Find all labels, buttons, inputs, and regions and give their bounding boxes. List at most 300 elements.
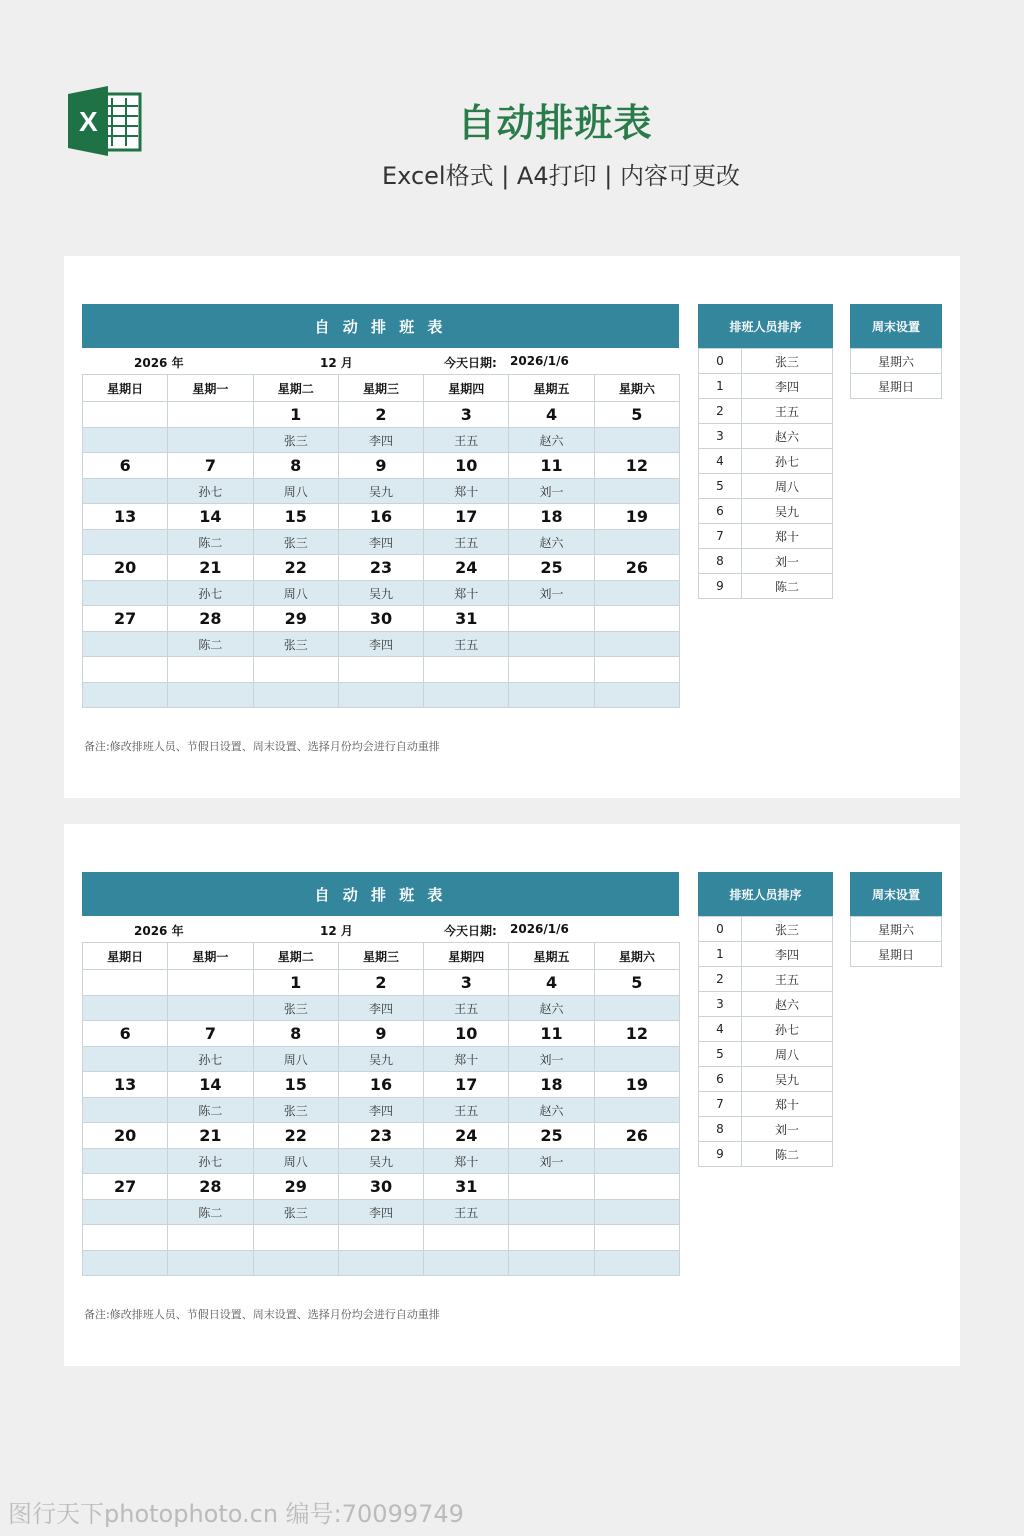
shift-name-cell[interactable]: 张三 [253, 1098, 338, 1123]
shift-name-cell[interactable] [168, 428, 253, 453]
day-number-cell[interactable]: 2 [338, 970, 423, 996]
shift-name-cell[interactable]: 李四 [338, 632, 423, 657]
day-number-cell[interactable]: 21 [168, 1123, 253, 1149]
shift-name-cell[interactable] [509, 683, 594, 708]
staff-index: 9 [699, 1142, 742, 1167]
shift-name-cell[interactable]: 王五 [424, 1200, 509, 1225]
staff-row [699, 399, 833, 424]
day-number-cell[interactable]: 28 [168, 1174, 253, 1200]
day-number-cell[interactable]: 16 [338, 504, 423, 530]
staff-index: 7 [699, 524, 742, 549]
weekend-row [851, 374, 942, 399]
day-number-cell[interactable]: 31 [424, 606, 509, 632]
shift-name-row [83, 428, 680, 453]
day-number-cell[interactable]: 24 [424, 1123, 509, 1149]
staff-index: 4 [699, 449, 742, 474]
shift-name-cell[interactable] [594, 428, 679, 453]
staff-index: 1 [699, 942, 742, 967]
day-number-cell[interactable]: 7 [168, 1021, 253, 1047]
day-number-row [83, 657, 680, 683]
staff-row [699, 1042, 833, 1067]
shift-name-cell[interactable] [83, 1098, 168, 1123]
staff-order-header: 排班人员排序 [698, 872, 833, 916]
day-number-cell[interactable] [83, 970, 168, 996]
day-number-cell[interactable] [509, 606, 594, 632]
day-number-cell[interactable]: 12 [594, 1021, 679, 1047]
day-number-row [83, 970, 680, 996]
day-number-cell[interactable]: 8 [253, 453, 338, 479]
staff-list [698, 348, 833, 599]
shift-name-cell[interactable]: 赵六 [509, 428, 594, 453]
day-number-cell[interactable]: 25 [509, 555, 594, 581]
shift-name-cell[interactable] [509, 632, 594, 657]
weekend-row [851, 349, 942, 374]
weekend-list [850, 348, 942, 399]
weekend-list [850, 916, 942, 967]
shift-name-cell[interactable] [83, 1200, 168, 1225]
day-number-cell[interactable]: 26 [594, 1123, 679, 1149]
day-number-cell[interactable]: 10 [424, 1021, 509, 1047]
staff-name[interactable]: 刘一 [742, 549, 833, 574]
staff-index: 0 [699, 917, 742, 942]
weekday-header: 星期日 [83, 943, 168, 970]
month-value[interactable]: 12 月 [320, 924, 353, 938]
staff-name[interactable]: 赵六 [742, 424, 833, 449]
staff-row [699, 1017, 833, 1042]
day-number-cell[interactable]: 1 [253, 402, 338, 428]
shift-name-row [83, 1200, 680, 1225]
day-number-cell[interactable]: 3 [424, 402, 509, 428]
staff-index: 2 [699, 399, 742, 424]
day-number-cell[interactable]: 6 [83, 1021, 168, 1047]
shift-name-cell[interactable] [83, 1047, 168, 1072]
shift-name-row [83, 1098, 680, 1123]
shift-name-cell[interactable]: 赵六 [509, 530, 594, 555]
shift-name-cell[interactable]: 李四 [338, 996, 423, 1021]
staff-name[interactable]: 李四 [742, 374, 833, 399]
weekend-day[interactable]: 星期六 [851, 917, 942, 942]
day-number-cell[interactable] [424, 1225, 509, 1251]
staff-row [699, 449, 833, 474]
day-number-cell[interactable]: 11 [509, 453, 594, 479]
shift-name-cell[interactable] [509, 1200, 594, 1225]
shift-name-cell[interactable] [594, 581, 679, 606]
weekday-header: 星期日 [83, 375, 168, 402]
shift-name-cell[interactable]: 孙七 [168, 1047, 253, 1072]
day-number-cell[interactable] [83, 402, 168, 428]
day-number-cell[interactable]: 27 [83, 1174, 168, 1200]
day-number-cell[interactable]: 15 [253, 1072, 338, 1098]
shift-name-cell[interactable]: 周八 [253, 479, 338, 504]
shift-name-cell[interactable]: 王五 [424, 1098, 509, 1123]
shift-name-cell[interactable]: 周八 [253, 581, 338, 606]
weekend-row [851, 917, 942, 942]
staff-name[interactable]: 陈二 [742, 574, 833, 599]
day-number-cell[interactable]: 18 [509, 1072, 594, 1098]
staff-row [699, 349, 833, 374]
weekend-settings-table [850, 304, 942, 399]
day-number-cell[interactable]: 31 [424, 1174, 509, 1200]
day-number-cell[interactable]: 22 [253, 555, 338, 581]
shift-name-cell[interactable] [253, 683, 338, 708]
day-number-cell[interactable]: 20 [83, 1123, 168, 1149]
shift-name-cell[interactable] [253, 1251, 338, 1276]
day-number-cell[interactable]: 13 [83, 1072, 168, 1098]
shift-name-cell[interactable]: 张三 [253, 632, 338, 657]
shift-name-cell[interactable]: 孙七 [168, 1149, 253, 1174]
calendar-grid [82, 942, 680, 1276]
shift-name-cell[interactable]: 周八 [253, 1047, 338, 1072]
day-number-cell[interactable] [83, 657, 168, 683]
staff-order-table [698, 304, 833, 599]
shift-name-cell[interactable] [83, 683, 168, 708]
day-number-cell[interactable]: 23 [338, 1123, 423, 1149]
shift-name-cell[interactable] [83, 632, 168, 657]
day-number-cell[interactable] [594, 1174, 679, 1200]
shift-name-cell[interactable] [83, 479, 168, 504]
shift-name-cell[interactable] [83, 428, 168, 453]
day-number-cell[interactable]: 23 [338, 555, 423, 581]
shift-name-cell[interactable] [594, 1200, 679, 1225]
day-number-cell[interactable]: 2 [338, 402, 423, 428]
staff-index: 5 [699, 1042, 742, 1067]
shift-name-cell[interactable]: 郑十 [424, 581, 509, 606]
day-number-cell[interactable] [594, 1225, 679, 1251]
day-number-cell[interactable]: 9 [338, 453, 423, 479]
weekday-header: 星期三 [338, 375, 423, 402]
staff-index: 8 [699, 1117, 742, 1142]
staff-row [699, 524, 833, 549]
shift-name-cell[interactable] [168, 1251, 253, 1276]
day-number-cell[interactable]: 27 [83, 606, 168, 632]
shift-name-cell[interactable]: 孙七 [168, 479, 253, 504]
day-number-cell[interactable]: 6 [83, 453, 168, 479]
day-number-row [83, 1072, 680, 1098]
shift-name-cell[interactable]: 陈二 [168, 632, 253, 657]
day-number-cell[interactable]: 10 [424, 453, 509, 479]
calendar-title: 自 动 排 班 表 [82, 872, 679, 916]
shift-name-cell[interactable]: 吴九 [338, 1047, 423, 1072]
day-number-cell[interactable]: 4 [509, 402, 594, 428]
staff-index: 4 [699, 1017, 742, 1042]
shift-name-cell[interactable]: 王五 [424, 632, 509, 657]
day-number-cell[interactable]: 12 [594, 453, 679, 479]
day-number-cell[interactable] [509, 657, 594, 683]
day-number-cell[interactable] [168, 657, 253, 683]
weekend-settings-header: 周末设置 [850, 872, 942, 916]
shift-name-cell[interactable]: 陈二 [168, 1098, 253, 1123]
day-number-cell[interactable] [253, 1225, 338, 1251]
watermark: 图行天下photophoto.cn 编号:70099749 [8, 1500, 464, 1528]
staff-row [699, 1092, 833, 1117]
staff-name[interactable]: 周八 [742, 1042, 833, 1067]
staff-row [699, 499, 833, 524]
staff-row [699, 1142, 833, 1167]
staff-index: 2 [699, 967, 742, 992]
day-number-cell[interactable] [424, 657, 509, 683]
day-number-cell[interactable]: 28 [168, 606, 253, 632]
weekday-header: 星期四 [424, 375, 509, 402]
staff-order-table [698, 872, 833, 1167]
day-number-row [83, 1174, 680, 1200]
staff-name[interactable]: 吴九 [742, 499, 833, 524]
note-text: 备注:修改排班人员、节假日设置、周末设置、选择月份均会进行自动重排 [84, 740, 440, 753]
shift-name-cell[interactable]: 刘一 [509, 479, 594, 504]
day-number-cell[interactable]: 13 [83, 504, 168, 530]
staff-name[interactable]: 陈二 [742, 1142, 833, 1167]
weekday-header: 星期五 [509, 943, 594, 970]
staff-index: 3 [699, 424, 742, 449]
staff-name[interactable]: 吴九 [742, 1067, 833, 1092]
shift-name-cell[interactable]: 吴九 [338, 581, 423, 606]
year-value[interactable]: 2026 年 [134, 924, 184, 938]
shift-name-cell[interactable] [594, 996, 679, 1021]
shift-name-cell[interactable]: 张三 [253, 428, 338, 453]
shift-name-cell[interactable] [594, 1098, 679, 1123]
day-number-cell[interactable]: 5 [594, 970, 679, 996]
staff-name[interactable]: 张三 [742, 917, 833, 942]
staff-list [698, 916, 833, 1167]
shift-name-cell[interactable] [83, 996, 168, 1021]
day-number-row [83, 1225, 680, 1251]
staff-name[interactable]: 王五 [742, 967, 833, 992]
day-number-cell[interactable]: 29 [253, 606, 338, 632]
schedule-panel [64, 256, 960, 798]
calendar-title: 自 动 排 班 表 [82, 304, 679, 348]
weekday-header: 星期六 [594, 943, 679, 970]
day-number-row [83, 1123, 680, 1149]
shift-name-cell[interactable]: 张三 [253, 530, 338, 555]
day-number-cell[interactable] [338, 1225, 423, 1251]
day-number-cell[interactable]: 16 [338, 1072, 423, 1098]
shift-name-cell[interactable] [83, 530, 168, 555]
day-number-row [83, 453, 680, 479]
day-number-cell[interactable]: 17 [424, 504, 509, 530]
shift-name-cell[interactable]: 王五 [424, 428, 509, 453]
staff-name[interactable]: 张三 [742, 349, 833, 374]
day-number-cell[interactable] [594, 606, 679, 632]
staff-name[interactable]: 郑十 [742, 524, 833, 549]
day-number-cell[interactable]: 1 [253, 970, 338, 996]
shift-name-cell[interactable]: 刘一 [509, 1047, 594, 1072]
note-text: 备注:修改排班人员、节假日设置、周末设置、选择月份均会进行自动重排 [84, 1308, 440, 1321]
staff-index: 9 [699, 574, 742, 599]
day-number-row [83, 1021, 680, 1047]
staff-row [699, 474, 833, 499]
shift-name-cell[interactable] [424, 1251, 509, 1276]
shift-name-row [83, 1251, 680, 1276]
weekday-header: 星期一 [168, 943, 253, 970]
shift-name-cell[interactable]: 陈二 [168, 530, 253, 555]
staff-name[interactable]: 刘一 [742, 1117, 833, 1142]
day-number-cell[interactable]: 9 [338, 1021, 423, 1047]
shift-name-row [83, 581, 680, 606]
day-number-row [83, 555, 680, 581]
shift-name-cell[interactable]: 郑十 [424, 1149, 509, 1174]
weekday-header: 星期二 [253, 943, 338, 970]
staff-row [699, 942, 833, 967]
day-number-cell[interactable] [338, 657, 423, 683]
day-number-cell[interactable]: 29 [253, 1174, 338, 1200]
staff-index: 5 [699, 474, 742, 499]
shift-name-cell[interactable] [338, 1251, 423, 1276]
shift-name-cell[interactable]: 张三 [253, 1200, 338, 1225]
weekend-row [851, 942, 942, 967]
staff-name[interactable]: 孙七 [742, 1017, 833, 1042]
shift-name-row [83, 632, 680, 657]
staff-name[interactable]: 周八 [742, 474, 833, 499]
day-number-cell[interactable]: 15 [253, 504, 338, 530]
shift-name-cell[interactable] [594, 683, 679, 708]
shift-name-cell[interactable] [509, 1251, 594, 1276]
shift-name-cell[interactable] [594, 1251, 679, 1276]
day-number-cell[interactable] [253, 657, 338, 683]
day-number-row [83, 402, 680, 428]
shift-name-cell[interactable] [168, 996, 253, 1021]
shift-name-cell[interactable]: 张三 [253, 996, 338, 1021]
shift-name-row [83, 530, 680, 555]
shift-name-cell[interactable]: 吴九 [338, 1149, 423, 1174]
shift-name-row [83, 683, 680, 708]
calendar-grid [82, 374, 680, 708]
staff-index: 0 [699, 349, 742, 374]
day-number-cell[interactable] [594, 657, 679, 683]
shift-name-cell[interactable]: 赵六 [509, 996, 594, 1021]
weekday-header: 星期六 [594, 375, 679, 402]
day-number-cell[interactable]: 8 [253, 1021, 338, 1047]
day-number-cell[interactable]: 7 [168, 453, 253, 479]
calendar-info-row [82, 916, 679, 942]
day-number-cell[interactable]: 30 [338, 1174, 423, 1200]
staff-row [699, 574, 833, 599]
day-number-cell[interactable]: 3 [424, 970, 509, 996]
day-number-cell[interactable]: 14 [168, 1072, 253, 1098]
day-number-row [83, 606, 680, 632]
day-number-cell[interactable]: 11 [509, 1021, 594, 1047]
day-number-cell[interactable]: 19 [594, 1072, 679, 1098]
staff-name[interactable]: 李四 [742, 942, 833, 967]
day-number-cell[interactable]: 26 [594, 555, 679, 581]
today-value: 2026/1/6 [510, 922, 569, 936]
day-number-cell[interactable] [168, 402, 253, 428]
weekday-header: 星期二 [253, 375, 338, 402]
day-number-cell[interactable] [509, 1174, 594, 1200]
staff-index: 7 [699, 1092, 742, 1117]
weekend-day[interactable]: 星期六 [851, 349, 942, 374]
schedule-panel [64, 824, 960, 1366]
today-label: 今天日期: [444, 356, 497, 370]
day-number-cell[interactable]: 5 [594, 402, 679, 428]
day-number-cell[interactable] [168, 970, 253, 996]
shift-name-cell[interactable]: 李四 [338, 530, 423, 555]
weekend-day[interactable]: 星期日 [851, 942, 942, 967]
shift-name-cell[interactable]: 郑十 [424, 479, 509, 504]
shift-name-cell[interactable] [83, 581, 168, 606]
day-number-cell[interactable]: 24 [424, 555, 509, 581]
day-number-cell[interactable]: 20 [83, 555, 168, 581]
day-number-cell[interactable] [168, 1225, 253, 1251]
shift-name-row [83, 1047, 680, 1072]
calendar-info-row [82, 348, 679, 374]
day-number-cell[interactable]: 17 [424, 1072, 509, 1098]
shift-name-cell[interactable] [83, 1251, 168, 1276]
shift-name-cell[interactable] [594, 1047, 679, 1072]
shift-name-cell[interactable]: 孙七 [168, 581, 253, 606]
day-number-cell[interactable]: 21 [168, 555, 253, 581]
month-value[interactable]: 12 月 [320, 356, 353, 370]
day-number-cell[interactable]: 18 [509, 504, 594, 530]
weekend-settings-header: 周末设置 [850, 304, 942, 348]
day-number-cell[interactable]: 19 [594, 504, 679, 530]
shift-name-cell[interactable] [424, 683, 509, 708]
weekend-settings-table [850, 872, 942, 967]
day-number-cell[interactable]: 4 [509, 970, 594, 996]
staff-row [699, 424, 833, 449]
shift-name-cell[interactable]: 刘一 [509, 1149, 594, 1174]
shift-name-cell[interactable]: 郑十 [424, 1047, 509, 1072]
day-number-cell[interactable]: 25 [509, 1123, 594, 1149]
day-number-cell[interactable] [509, 1225, 594, 1251]
weekday-header: 星期一 [168, 375, 253, 402]
shift-name-cell[interactable]: 吴九 [338, 479, 423, 504]
shift-name-cell[interactable]: 李四 [338, 428, 423, 453]
shift-name-cell[interactable]: 李四 [338, 1098, 423, 1123]
shift-name-row [83, 1149, 680, 1174]
shift-name-cell[interactable] [168, 683, 253, 708]
shift-name-row [83, 996, 680, 1021]
today-value: 2026/1/6 [510, 354, 569, 368]
weekday-header: 星期四 [424, 943, 509, 970]
shift-name-cell[interactable]: 周八 [253, 1149, 338, 1174]
staff-index: 1 [699, 374, 742, 399]
staff-order-header: 排班人员排序 [698, 304, 833, 348]
staff-index: 8 [699, 549, 742, 574]
shift-name-cell[interactable] [338, 683, 423, 708]
staff-name[interactable]: 赵六 [742, 992, 833, 1017]
staff-name[interactable]: 孙七 [742, 449, 833, 474]
shift-name-cell[interactable]: 刘一 [509, 581, 594, 606]
shift-name-cell[interactable] [594, 1149, 679, 1174]
shift-name-cell[interactable] [594, 479, 679, 504]
shift-name-cell[interactable] [594, 530, 679, 555]
shift-name-row [83, 479, 680, 504]
year-value[interactable]: 2026 年 [134, 356, 184, 370]
staff-name[interactable]: 郑十 [742, 1092, 833, 1117]
staff-index: 3 [699, 992, 742, 1017]
shift-name-cell[interactable] [594, 632, 679, 657]
staff-row [699, 992, 833, 1017]
shift-name-cell[interactable]: 李四 [338, 1200, 423, 1225]
weekend-day[interactable]: 星期日 [851, 374, 942, 399]
day-number-cell[interactable]: 30 [338, 606, 423, 632]
today-label: 今天日期: [444, 924, 497, 938]
staff-row [699, 1117, 833, 1142]
day-number-cell[interactable] [83, 1225, 168, 1251]
staff-index: 6 [699, 499, 742, 524]
staff-row [699, 917, 833, 942]
weekday-header: 星期五 [509, 375, 594, 402]
day-number-cell[interactable]: 14 [168, 504, 253, 530]
day-number-cell[interactable]: 22 [253, 1123, 338, 1149]
shift-name-cell[interactable] [83, 1149, 168, 1174]
shift-name-cell[interactable]: 赵六 [509, 1098, 594, 1123]
staff-name[interactable]: 王五 [742, 399, 833, 424]
staff-row [699, 374, 833, 399]
shift-name-cell[interactable]: 王五 [424, 996, 509, 1021]
page-subtitle: Excel格式 | A4打印 | 内容可更改 [382, 162, 740, 190]
shift-name-cell[interactable]: 陈二 [168, 1200, 253, 1225]
shift-name-cell[interactable]: 王五 [424, 530, 509, 555]
